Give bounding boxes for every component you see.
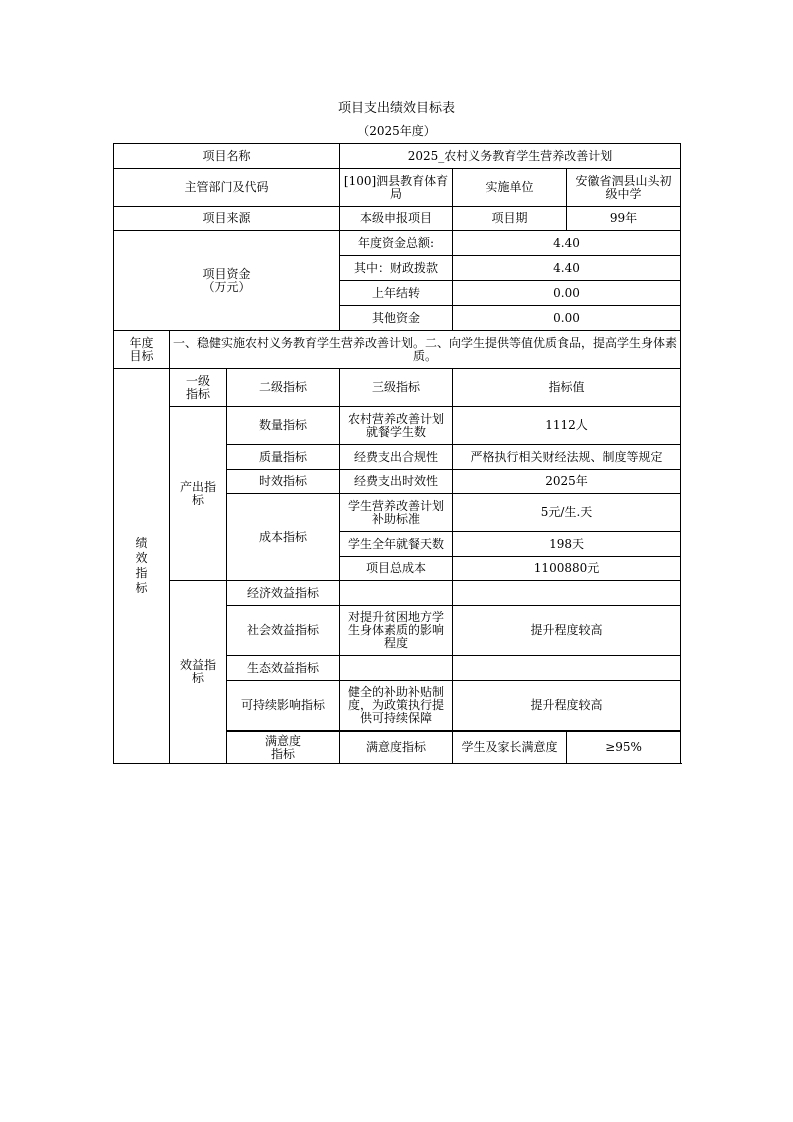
fund-other-value: 0.00 bbox=[453, 306, 681, 331]
funds-label: 项目资金 bbox=[202, 266, 251, 281]
project-name-value: 2025_农村义务教育学生营养改善计划 bbox=[340, 144, 681, 169]
social-l3: 对提升贫困地方学生身体素质的影响程度 bbox=[340, 606, 453, 656]
period-value: 99年 bbox=[567, 207, 681, 231]
funds-unit: （万元） bbox=[202, 279, 251, 294]
benefit-indicator-label: 效益指标 bbox=[170, 581, 227, 764]
row-source bbox=[114, 207, 681, 231]
row-department bbox=[114, 169, 681, 207]
fund-other-label: 其他资金 bbox=[340, 306, 453, 331]
satisfaction-l3: 学生及家长满意度 bbox=[453, 732, 567, 764]
indicator-section-label: 绩效指标 bbox=[114, 369, 170, 764]
social-label: 社会效益指标 bbox=[227, 606, 340, 656]
row-indicator-header bbox=[114, 369, 681, 407]
row-annual-goal bbox=[114, 331, 681, 369]
cost-l3-total: 项目总成本 bbox=[340, 557, 453, 581]
source-value: 本级申报项目 bbox=[340, 207, 453, 231]
economic-l3 bbox=[340, 581, 453, 606]
quality-label: 质量指标 bbox=[227, 445, 340, 470]
dept-label: 主管部门及代码 bbox=[114, 169, 340, 207]
sustainable-l3: 健全的补助补贴制度，为政策执行提供可持续保障 bbox=[340, 681, 453, 731]
goal-label: 年度目标 bbox=[114, 331, 170, 369]
time-value: 2025年 bbox=[453, 470, 681, 494]
page-title: 项目支出绩效目标表 bbox=[337, 101, 455, 116]
economic-value bbox=[453, 581, 681, 606]
quantity-label: 数量指标 bbox=[227, 407, 340, 445]
cost-l3-days: 学生全年就餐天数 bbox=[340, 532, 453, 557]
cost-value-days: 198天 bbox=[453, 532, 681, 557]
fund-total-label: 年度资金总额: bbox=[340, 231, 453, 256]
row-project-name bbox=[114, 144, 681, 169]
time-label: 时效指标 bbox=[227, 470, 340, 494]
unit-label: 实施单位 bbox=[453, 169, 567, 207]
fund-carryover-label: 上年结转 bbox=[340, 281, 453, 306]
quality-value: 严格执行相关财经法规、制度等规定 bbox=[453, 445, 681, 470]
fund-fiscal-value: 4.40 bbox=[453, 256, 681, 281]
ecological-l3 bbox=[340, 656, 453, 681]
ecological-value bbox=[453, 656, 681, 681]
quantity-value: 1112人 bbox=[453, 407, 681, 445]
fund-total-value: 4.40 bbox=[453, 231, 681, 256]
col-level3-header: 三级指标 bbox=[340, 369, 453, 407]
fund-carryover-value: 0.00 bbox=[453, 281, 681, 306]
row-quantity bbox=[114, 407, 681, 445]
row-economic bbox=[114, 581, 681, 606]
sustainable-value: 提升程度较高 bbox=[453, 681, 681, 731]
social-value: 提升程度较高 bbox=[453, 606, 681, 656]
performance-goal-table bbox=[113, 143, 681, 764]
col-level2-header: 二级指标 bbox=[227, 369, 340, 407]
dept-value: [100]泗县教育体育局 bbox=[340, 169, 453, 207]
quantity-l3: 农村营养改善计划就餐学生数 bbox=[340, 407, 453, 445]
funds-label-cell bbox=[114, 231, 340, 331]
quality-l3: 经费支出合规性 bbox=[340, 445, 453, 470]
period-label: 项目期 bbox=[453, 207, 567, 231]
cost-value-standard: 5元/生.天 bbox=[453, 494, 681, 532]
row-fund-total bbox=[114, 231, 681, 256]
goal-text: 一、稳健实施农村义务教育学生营养改善计划。二、向学生提供等值优质食品，提高学生身体素质。 bbox=[170, 331, 681, 369]
sustainable-label: 可持续影响指标 bbox=[227, 681, 340, 731]
cost-l3-standard: 学生营养改善计划补助标准 bbox=[340, 494, 453, 532]
satisfaction-value: ≥95% bbox=[567, 732, 681, 764]
project-name-label: 项目名称 bbox=[114, 144, 340, 169]
time-l3: 经费支出时效性 bbox=[340, 470, 453, 494]
output-indicator-label: 产出指标 bbox=[170, 407, 227, 581]
unit-value: 安徽省泗县山头初级中学 bbox=[567, 169, 681, 207]
col-level1-header: 一级指标 bbox=[170, 369, 227, 407]
cost-value-total: 1100880元 bbox=[453, 557, 681, 581]
cost-label: 成本指标 bbox=[227, 494, 340, 581]
col-value-header: 指标值 bbox=[453, 369, 681, 407]
ecological-label: 生态效益指标 bbox=[227, 656, 340, 681]
page-subtitle: （2025年度） bbox=[357, 124, 436, 138]
economic-label: 经济效益指标 bbox=[227, 581, 340, 606]
satisfaction-l2: 满意度指标 bbox=[340, 732, 453, 764]
source-label: 项目来源 bbox=[114, 207, 340, 231]
satisfaction-indicator-label: 满意度指标 bbox=[227, 732, 340, 764]
fund-fiscal-label: 其中：财政拨款 bbox=[340, 256, 453, 281]
